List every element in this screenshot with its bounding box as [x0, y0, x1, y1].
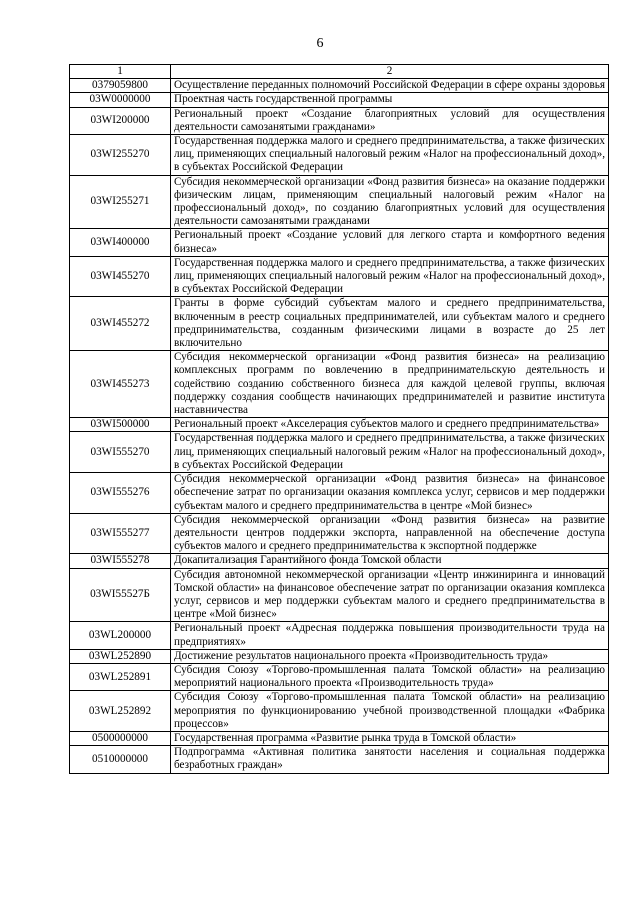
row-description: Субсидия Союзу «Торгово-промышленная палата Томской области» на реализацию мероприятий национального проекта «Производительность труда» — [171, 663, 609, 690]
row-code: 0500000000 — [70, 731, 171, 745]
row-description: Субсидия некоммерческой организации «Фонд развития бизнеса» на оказание поддержки физическим лицам, применяющим специальный налоговый режим «Налог на профессиональный доход», по созданию благоприятных условий для осуществления деятельности самозанятыми гражданами — [171, 175, 609, 229]
row-description: Субсидия некоммерческой организации «Фонд развития бизнеса» на реализацию комплексных программ по вовлечению в предпринимательскую деятельность и содействию созданию собственного бизнеса для каждой целевой группы, включая поддержку создания сообществ начинающих предпринимателей и развитие института наставничества — [171, 351, 609, 418]
table-row — [70, 473, 609, 514]
table-row — [70, 746, 609, 773]
row-code: 03WI55527Б — [70, 568, 171, 622]
table-row — [70, 731, 609, 745]
table-header-row — [70, 65, 609, 79]
row-description: Субсидия автономной некоммерческой организации «Центр инжиниринга и инноваций Томской области» на финансовое обеспечение затрат по организации оказания комплекса услуг, сервисов и мер поддержки субъектам малого и среднего предпринимательства в центре «Мой бизнес» — [171, 568, 609, 622]
row-code: 03WI400000 — [70, 229, 171, 256]
budget-code-table — [69, 64, 609, 774]
table-row — [70, 79, 609, 93]
row-code: 03WL252892 — [70, 691, 171, 732]
row-description: Государственная программа «Развитие рынка труда в Томской области» — [171, 731, 609, 745]
row-description: Государственная поддержка малого и среднего предпринимательства, а также физических лиц, применяющих специальный налоговый режим «Налог на профессиональный доход», в субъектах Российской Федерации — [171, 135, 609, 176]
row-description: Субсидия некоммерческой организации «Фонд развития бизнеса» на финансовое обеспечение затрат по организации оказания комплекса услуг, сервисов и мер поддержки субъектам малого и среднего предпринимательства в центре «Мой бизнес» — [171, 473, 609, 514]
row-code: 03WI555276 — [70, 473, 171, 514]
row-code: 03WI555277 — [70, 513, 171, 554]
table-row — [70, 663, 609, 690]
table-row — [70, 351, 609, 418]
row-code: 03WI255271 — [70, 175, 171, 229]
column-header-code: 1 — [70, 65, 171, 79]
table-row — [70, 649, 609, 663]
table-row — [70, 297, 609, 351]
table-row — [70, 418, 609, 432]
row-code: 03WI455272 — [70, 297, 171, 351]
row-code: 0510000000 — [70, 746, 171, 773]
row-description: Государственная поддержка малого и среднего предпринимательства, а также физических лиц, применяющих специальный налоговый режим «Налог на профессиональный доход», в субъектах Российской Федерации — [171, 256, 609, 297]
row-code: 0379059800 — [70, 79, 171, 93]
row-code: 03WL252891 — [70, 663, 171, 690]
table-row — [70, 107, 609, 134]
row-description: Субсидия некоммерческой организации «Фонд развития бизнеса» на развитие деятельности центров поддержки экспорта, направленной на обеспечение доступа субъектов малого и среднего предпринимательства к экспортной поддержке — [171, 513, 609, 554]
row-code: 03WI555278 — [70, 554, 171, 568]
row-description: Государственная поддержка малого и среднего предпринимательства, а также физических лиц, применяющих специальный налоговый режим «Налог на профессиональный доход», в субъектах Российской Федерации — [171, 432, 609, 473]
table-row — [70, 229, 609, 256]
row-description: Осуществление переданных полномочий Российской Федерации в сфере охраны здоровья — [171, 79, 609, 93]
table-row — [70, 554, 609, 568]
table-row — [70, 568, 609, 622]
row-code: 03WI455273 — [70, 351, 171, 418]
table-row — [70, 93, 609, 107]
row-code: 03WL252890 — [70, 649, 171, 663]
row-code: 03WI255270 — [70, 135, 171, 176]
row-code: 03W0000000 — [70, 93, 171, 107]
row-code: 03WL200000 — [70, 622, 171, 649]
row-description: Гранты в форме субсидий субъектам малого и среднего предпринимательства, включенным в реестр социальных предпринимателей, или субъектам малого и среднего предпринимательства, созданным физическими лицами в возрасте до 25 лет включительно — [171, 297, 609, 351]
row-code: 03WI555270 — [70, 432, 171, 473]
column-header-description: 2 — [171, 65, 609, 79]
table-row — [70, 513, 609, 554]
row-description: Региональный проект «Акселерация субъектов малого и среднего предпринимательства» — [171, 418, 609, 432]
table-body — [70, 79, 609, 773]
table-row — [70, 256, 609, 297]
row-code: 03WI455270 — [70, 256, 171, 297]
row-description: Субсидия Союзу «Торгово-промышленная палата Томской области» на реализацию мероприятия по функционированию учебной производственной площадки «Фабрика процессов» — [171, 691, 609, 732]
table-row — [70, 135, 609, 176]
row-description: Региональный проект «Адресная поддержка повышения производительности труда на предприятиях» — [171, 622, 609, 649]
row-description: Докапитализация Гарантийного фонда Томской области — [171, 554, 609, 568]
row-description: Региональный проект «Создание условий для легкого старта и комфортного ведения бизнеса» — [171, 229, 609, 256]
row-description: Достижение результатов национального проекта «Производительность труда» — [171, 649, 609, 663]
row-code: 03WI200000 — [70, 107, 171, 134]
table-row — [70, 432, 609, 473]
row-description: Подпрограмма «Активная политика занятости населения и социальная поддержка безработных граждан» — [171, 746, 609, 773]
table-row — [70, 691, 609, 732]
table-row — [70, 622, 609, 649]
page-number: 6 — [316, 36, 324, 51]
table-row — [70, 175, 609, 229]
row-description: Региональный проект «Создание благоприятных условий для осуществления деятельности самозанятыми гражданами» — [171, 107, 609, 134]
row-description: Проектная часть государственной программы — [171, 93, 609, 107]
row-code: 03WI500000 — [70, 418, 171, 432]
